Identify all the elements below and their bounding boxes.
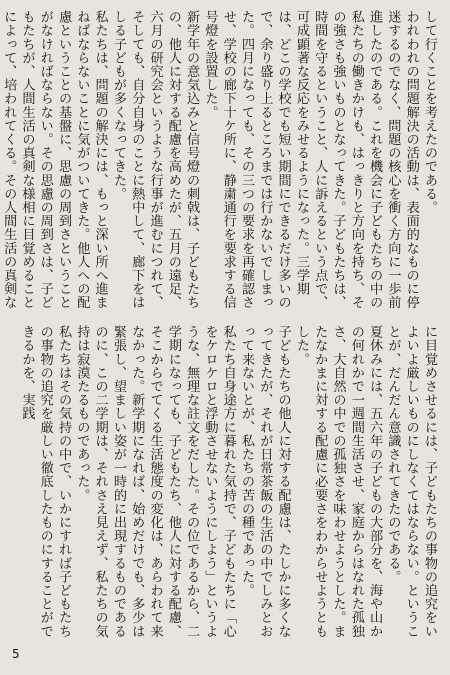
lower-text-block: に目覚めさせるには、子どもたちの事物の追究をいよいよ厳しいものにしなくてはならない。ということが、だんだん意識されてきたのである。 夏休みには、五六年の子どもの大部分を、海や山かの何れかで一週間生活させ、家庭からはなれた孤独さ、大自然の中での孤独さを味わせようとした。またなかまに対する配慮に必要さをわからせようともした。 子どもたちの他人に対する配慮は、たしかに多くなってきたが、それが日常茶飯の生活の中でしみとおって来ないとが、私たちの苦の種であった。 私たち自身途方に暮れた気持で、子どもたちに「心をケロケロと浮動させないようにしよう」というような、無理な註文をだした。その位であるから、二学期になっても、子どもたち、他人に対する配慮、そこからでてくる生活態度の変化は、あらわれて来なかった。新学期になれば、始めだけでも、多少は緊張し、望ましい姿が一時的に出現するものであるのに、この二学期は、それさえ見えず、私たちの気持は寂漠たるものであった。 私たちはその気持の中で、いかにすれば子どもたちの事物の追究を厳しい徹底したものにすることができるかを、実践: [19, 325, 437, 638]
page-number: 5: [12, 647, 20, 661]
upper-text-block: して行くことを考えたのである。 われわれの問題解決の活動は、表面的なものに停迷するのでなく、問題の核心を衝く方向に一歩前進したのである。これを機会に子どもたちの中の私たちの働きかけも、はっきりと方向を持ち、その強さも強いものとなってきた。子どもたちは、時間を守るということ、人に訴えるという点で、可成顕著な反応をみせるようになった。三学期は、どこの学校でも短い期間にできるだけ多いので、余り盛り上るところまでは行かないでしまった。四月になっても、その三つの要求を再確認させ、学校の廊下十ケ所に、静粛通行を要求する信号燈を設置した。 新学年の意気込みと信号燈の刺戟は、子どもたちの、他人に対する配慮を高めたが、五月の遠足、六月の研究会というような行事が進むにつれて、そしても、自分自身のことに熱中して、廊下をはしる子どもが多くなってきた。 私たちは、問題の解決には、もっと深い所へ進まねばならないことに気がついてきた。他人への配慮ということの基盤に、思慮の周到さということがなければならない。その思慮の周到さは、子どもたちが、人間生活の真剣な様相に目覚めることによって、培われてくる。その人間生活の真剣な: [1, 10, 437, 310]
